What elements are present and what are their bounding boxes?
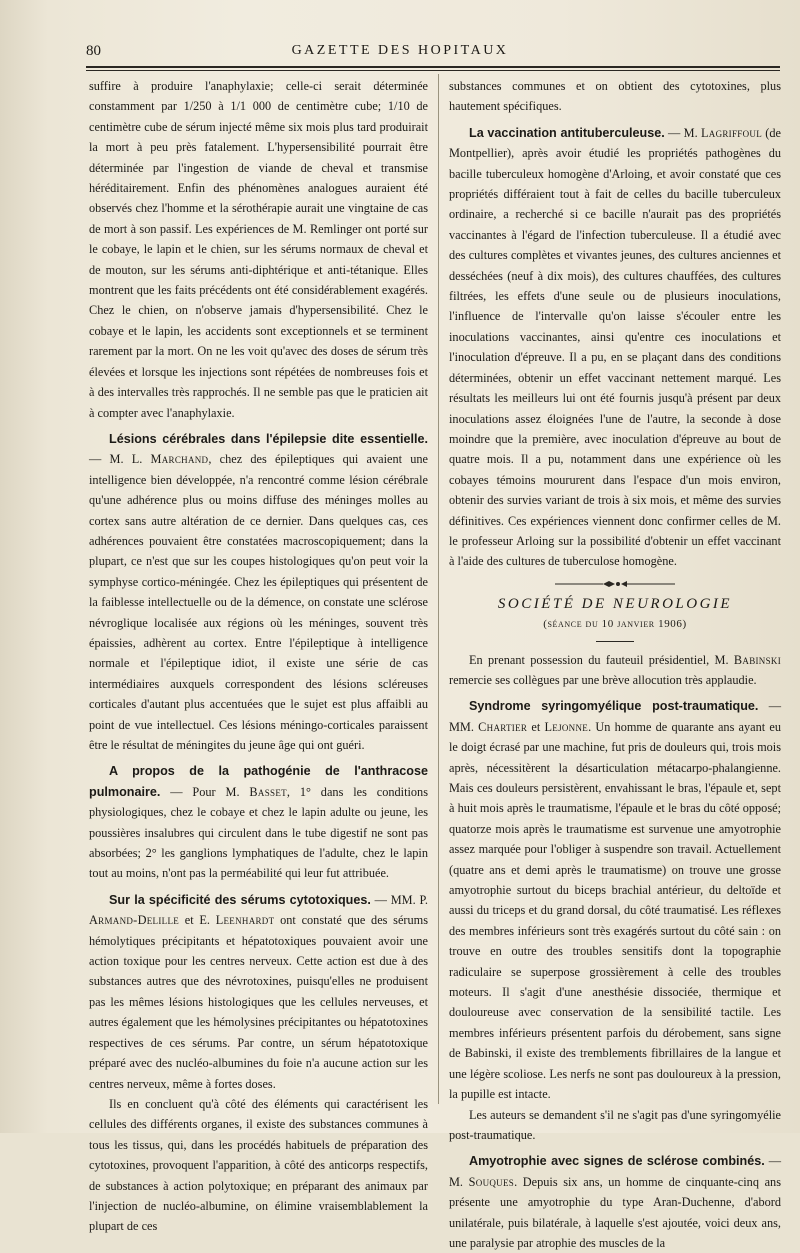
section-subtitle: (séance du 10 janvier 1906) [543,618,687,631]
author-name: Lejonne [544,719,589,734]
ornament-divider [449,576,781,590]
text-run: En prenant possession du fauteuil présidentiel, M. [469,652,734,667]
article-text: remercie ses collègues par une brève allocution très applaudie. [449,672,757,687]
article-title: Amyotrophie avec signes de sclérose combinés. [469,1154,765,1169]
ornament-icon [555,578,675,590]
article-serums-cytotoxiques [89,890,428,1094]
text-run: et E. [179,913,216,928]
article-epilepsie [89,429,428,756]
article-text: . Depuis six ans, un homme de cinquante-cinq ans présente une amyotrophie du type Aran-Duchenne, d'abord unilatérale, puis bilatérale, à laquelle s'est ajoutée, voici deux ans, une paralysie par atrophie des muscles de la [449,1174,781,1250]
article-text: (de Montpellier), après avoir étudié les propriétés pathogènes du bacille tuberculeux homogène d'Arloing, et avoir constaté que ces propriétés différaient tout à fait de celles du bacille tuberculeux ordinaire, a recherché si ce bacille n'aurait pas des propriétés vaccinantes à l'égard de l'infection tuberculeuse. Il a étudié avec des cultures complètes et vivantes jeunes, des cultures anciennes et desséchées (neuf à dix mois), des cultures chauffées, des cultures filtrées, les effets d'une seule ou de plusieurs inoculations, l'influence de l'intervalle qu'on laisse s'écouler entre les inoculations vaccinantes, ainsi qu'entre ces inoculations et l'inoculation d'épreuve. Il a pu, en se plaçant dans des conditions déterminées, obtenir un effet vaccinant nettement marqué. Les résultats les meilleurs lui ont été fournis jusqu'à présent par deux inoculations assez éloignées l'une de l'autre, la seconde à dose moindre que la première, avec inoculation d'épreuve au bout de quatre mois. Il a pu, notamment dans une expérience où les cobayes témoins moururent dans l'espace d'un mois environ, obtenir des survies variant de trois à six mois, et même des survies définitives. Ces expériences viennent donc confirmer celles de M. le professeur Arloing sur la possibilité d'obtenir un effet vaccinant à l'aide des cultures de tuberculose homogène. [449,125,782,569]
article-title: Lésions cérébrales dans l'épilepsie dite essentielle. [109,431,428,446]
text-run: — MM. P. [370,892,428,907]
author-name: Souques [468,1174,515,1189]
short-rule [596,641,634,642]
article-title: Syndrome syringomyélique post-traumatique. [469,699,759,714]
author-name: Marchand [150,452,209,467]
text-run: et [527,719,545,734]
right-column [449,76,782,1250]
article-title: Sur la spécificité des sérums cytotoxiques. [109,892,371,907]
author-name: Basset [249,784,287,799]
section-title: SOCIÉTÉ DE NEUROLOGIE [497,595,733,612]
article-syringomyelie [449,696,781,1104]
column-divider [438,74,439,1104]
paragraph-continuation: substances communes et on obtient des cytotoxines, plus hautement spécifiques. [449,79,781,114]
article-anthracose [89,761,428,883]
text-run: — M. [664,125,701,140]
article-text: ont constaté que des sérums hémolytiques précipitants et hépatotoxiques pouvaient avoir une action toxique pour les centres nerveux. Cette action est due à des substances autres que des névrotoxines, puisqu'elles ne produisent pas les mêmes lésions histologiques que les cellules nerveuses, et autres également que les hémolysines précipitantes ou hépatotoxines respectives de ces sérums. Par contre, un sérum hépatotoxique préparé avec des nucléo-albumines du foie n'a aucune action sur les centres nerveux, même à fortes doses. [89,913,429,1091]
author-name: Babinski [733,652,781,667]
author-name: Armand-Delille [89,913,180,928]
article-text: . Un homme de quarante ans ayant eu le doigt écrasé par une machine, fut pris de douleurs qui, trois mois après, nécessitèrent la désarticulation métacarpo-phalangienne. Mais ces douleurs persistèrent, envahissant le bras, l'épaule et, sept à huit mois après le traumatisme, l'épaule et le bras du côté opposé; quatorze mois après le traumatisme est survenue une amyotrophie assez marquée pour l'obliger à suspendre son travail. Actuellement (quatre ans et demi après le traumatisme) on trouve une grosse amyotrophie surtout du biceps brachial antérieur, du deltoïde et aussi du triceps et du grand dorsal, du côté traumatisé. Les réflexes des membres inférieurs sont très exagérés surtout du côté sain : on trouve en outre des troubles sensitifs dont la topographie radiculaire se superpose grossièrement à celle des troubles moteurs. Il s'agit d'une anesthésie dissociée, thermique et douloureuse avec conservation de la sensibilité tactile. Les membres inférieurs présentent parfois du dérobement, sans signe de Babinski, il existe des tremblements fibrillaires de la langue et une légère scoliose. Les nerfs ne sont pas douloureux à la pression, la pupille est intacte. [449,719,781,1102]
paragraph-president [449,650,781,691]
paragraph-auteurs: Les auteurs se demandent s'il ne s'agit pas d'une syringomyélie post-traumatique. [449,1107,781,1142]
text-run: — Pour M. [160,784,250,799]
article-title: A propos de la pathogénie de l'anthracose pulmonaire. [89,764,428,799]
author-name: Lagriffoul [700,125,762,140]
paragraph-conclusion: Ils en concluent qu'à côté des éléments qui caractérisent les cellules des différents organes, il existe des substances communes à tous les tissus, qui, dans les procédés habituels de préparation des cytotoxines, provoquent l'apparition, à côté des anticorps respectifs, de substances à action polytoxique; en préparant des animaux par l'injection de nucléo-albumine, on élimine vraisemblablement la plupart de ces [89,1096,428,1234]
article-text: , 1° dans les conditions physiologiques, chez le cobaye et chez le lapin adulte ou jeune, les poussières insalubres qui circulent dans le tube digestif ne sont pas absorbées; 2° les ganglions lymphatiques de l'adulte, chez le lapin tout au moins, n'ont pas la perméabilité qui leur fut attribuée. [89,784,428,881]
text-run: — M. [449,1154,781,1189]
text-run: — MM. [449,699,781,734]
page-number: 80 [86,43,101,59]
article-text: , chez des épileptiques qui avaient une intelligence bien développée, n'a rencontré comme lésion cérébrale qu'une adhérence plus ou moins diffuse des méninges molles au cortex sans autre altération de ce dernier. Dans quelques cas, ces adhérences pouvaient être constatées macroscopiquement; dans la plupart, ce n'est que sur les coupes histologiques qu'on peut voir la symphyse cortico-méningée. Chez les épileptiques qui présentent de la faiblesse intellectuelle ou de la démence, on constate une sclérose névroglique localisée aux régions où les méninges, souvent très épaissies, adhèrent au cortex. Entre l'épileptique à intelligence normale et l'épileptique idiot, il existe une série de cas intermédiaires auxquels correspondent des lésions scléreuses corticales d'autant plus accentuées que le sujet est plus affaibli au point de vue intellectuel. Ces lésions méningo-corticales paraissent être le résultat de méningites du jeune âge qui ont guéri. [89,452,428,752]
author-name: Chartier [478,719,528,734]
text-run: — M. L. [89,452,151,467]
article-amyotrophie [449,1151,781,1253]
left-column [89,76,429,1234]
author-name: Leenhardt [215,913,275,928]
running-title: GAZETTE DES HOPITAUX [291,43,509,58]
article-title: La vaccination antituberculeuse. [469,125,665,140]
header-rule [86,66,780,68]
header-rule-thin [86,70,780,71]
article-vaccination [449,123,781,572]
paragraph-anaphylaxie: suffire à produire l'anaphylaxie; celle-ci serait déterminée constamment par 1/250 à 1/1 000 de centimètre cube; 1/10 de centimètre cube de sérum injecté même six mois plus tard produirait la mort à peu près fatalement. L'hypersensibilité pourrait être déterminée par l'ingestion de viande de cheval et transmise héréditairement. Enfin des phénomènes analogues auraient été observés chez l'homme et la sérothérapie aurait une vingtaine de cas de mort à son passif. Les expériences de M. Remlinger ont porté sur le cobaye, le lapin et le chien, sur les sérums normaux de cheval et de mouton, sur les sérums anti-diphtérique et anti-tétanique. Elles montrent que les faits précédents ont été considérablement exagérés. Chez le chien, on n'observe jamais d'hypersensibilité. Chez le cobaye et le lapin, les accidents sont exceptionnels et se terminent rarement par la mort. On ne les voit qu'avec des doses de sérum très élevées et lorsque les injections sont répétées de nombreuses fois et à des intervalles très rapprochés. Il ne semble pas que le praticien ait à compter avec l'anaphylaxie. [89,79,428,420]
